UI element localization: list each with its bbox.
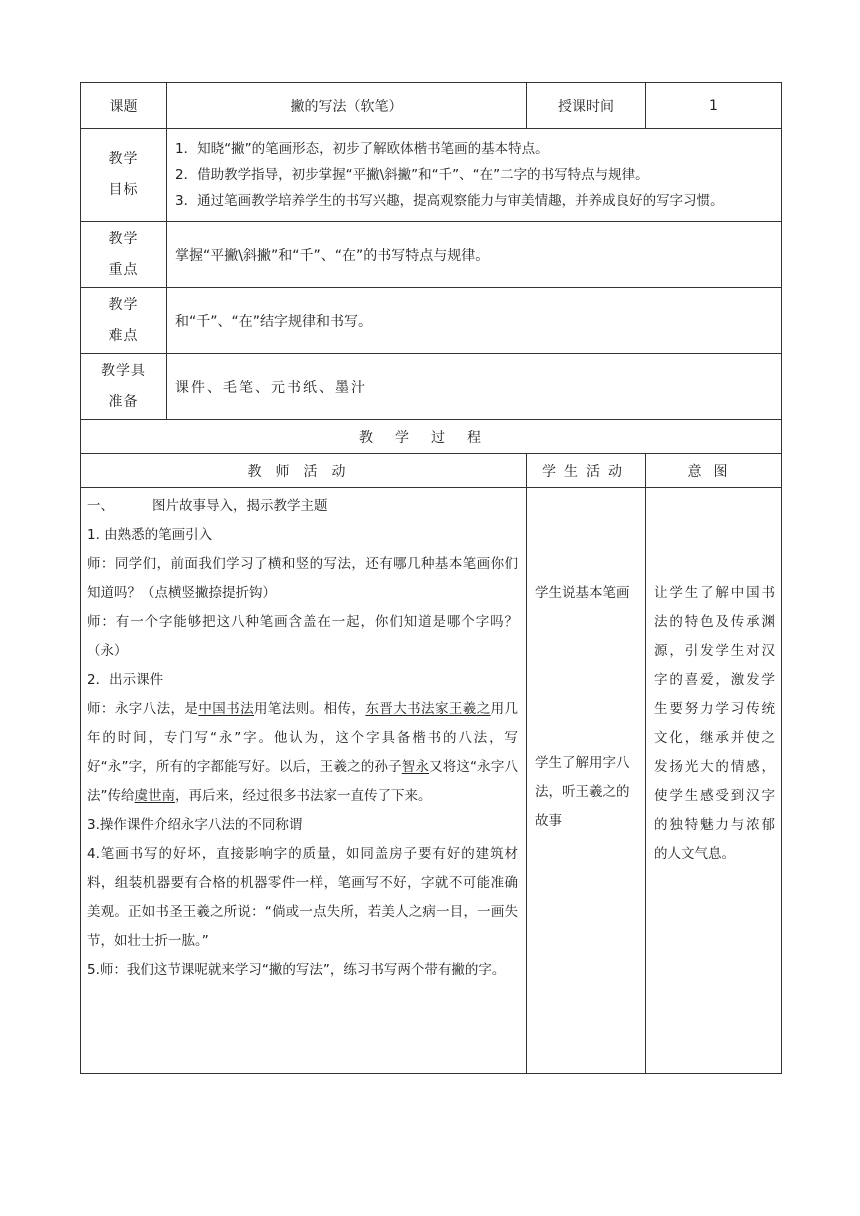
process-header-row: [81, 454, 782, 488]
intent-text: 让学生了解中国书法的特色及传承渊源，引发学生对汉字的喜爱，激发学生要努力学习传统文化，继承并使之发扬光大的情感，使学生感受到汉字的独特魅力与浓郁的人文气息。: [654, 585, 775, 862]
key-points-label: [81, 222, 167, 288]
difficulties-label-line1: 教学: [108, 296, 139, 313]
teacher-p5: 5.师：我们这节课呢就来学习“撇的写法”，练习书写两个带有撇的字。: [87, 962, 506, 978]
time-value: 1: [646, 83, 782, 129]
goals-content: [167, 129, 782, 222]
link-chinese-calligraphy[interactable]: 中国书法: [198, 701, 255, 717]
student-activities: [527, 488, 646, 1074]
section1-num: 一、: [87, 498, 114, 514]
goal-item-2: 2．借助教学指导，初步掌握“平撇\斜撇”和“千”、“在”二字的书写特点与规律。: [175, 167, 649, 183]
p3-text-b: 用笔法则。相传，: [254, 701, 366, 717]
intent-content: [646, 488, 782, 1074]
materials-label-line2: 准备: [108, 393, 139, 410]
materials-label: [81, 354, 167, 420]
teacher-p1: 师：同学们，前面我们学习了横和竖的写法，还有哪几种基本笔画你们知道吗？（点横竖撇捺提折钩）: [87, 556, 518, 601]
difficulties-row: [81, 288, 782, 354]
link-zhiyong[interactable]: 智永: [401, 759, 430, 775]
process-title-row: [81, 420, 782, 454]
teacher-p4: 4.笔画书写的好坏，直接影响字的质量，如同盖房子要有好的建筑材料，组装机器要有合格的机器零件一样，笔画写不好，字就不可能准确美观。正如书圣王羲之所说：“倘或一点失所，若美人之病一目，一画失节，如壮士折一肱。”: [87, 846, 518, 949]
p3-text-e: ，再后来，经过很多书法家一直传了下来。: [175, 788, 432, 804]
goals-label-line1: 教学: [108, 151, 139, 167]
p3-text-d: 又将这“永字八法”传给: [87, 759, 518, 804]
subject-value: 撇的写法（软笔）: [167, 83, 527, 129]
link-wang-xizhi[interactable]: 东晋大书法家王羲之: [365, 701, 491, 717]
col-student-header: 学生活动: [527, 454, 646, 488]
difficulties-text: 和“千”、“在”结字规律和书写。: [167, 288, 782, 354]
process-content-row: [81, 488, 782, 1074]
key-points-label-line2: 重点: [108, 261, 139, 278]
section1-heading: [87, 492, 518, 521]
key-points-label-line1: 教学: [108, 230, 139, 247]
col-teacher-header: 教师活动: [81, 454, 527, 488]
subject-label: 课题: [81, 83, 167, 129]
step1: 1. 由熟悉的笔画引入: [87, 527, 213, 543]
goal-item-1: 1．知晓“撇”的笔画形态，初步了解欧体楷书笔画的基本特点。: [175, 141, 549, 157]
goals-row: [81, 129, 782, 222]
student-activity-2: 学生了解用字八法，听王羲之的故事: [535, 755, 630, 829]
p3-text-a: 师：永字八法，是: [87, 701, 199, 717]
goals-label: [81, 129, 167, 222]
section1-title: 图片故事导入，揭示教学主题: [152, 498, 328, 514]
step3: 3.操作课件介绍永字八法的不同称谓: [87, 817, 303, 833]
teacher-p2: 师：有一个字能够把这八种笔画含盖在一起，你们知道是哪个字吗？（永）: [87, 614, 518, 659]
process-title: 教学过程: [81, 420, 782, 454]
key-points-row: [81, 222, 782, 288]
difficulties-label-line2: 难点: [108, 327, 139, 344]
difficulties-label: [81, 288, 167, 354]
time-label: 授课时间: [527, 83, 646, 129]
step2: 2．出示课件: [87, 672, 164, 688]
goals-label-line2: 目标: [108, 182, 139, 198]
materials-text: 课件、毛笔、元书纸、墨汁: [167, 354, 782, 420]
header-row: [81, 83, 782, 129]
col-intent-header: 意图: [646, 454, 782, 488]
link-yu-shinan[interactable]: 虞世南: [134, 788, 175, 804]
goal-item-3: 3．通过笔画教学培养学生的书写兴趣，提高观察能力与审美情趣，并养成良好的写字习惯。: [175, 193, 724, 209]
key-points-text: 掌握“平撇\斜撇”和“千”、“在”的书写特点与规律。: [167, 222, 782, 288]
materials-label-line1: 教学具: [101, 362, 146, 379]
lesson-plan-table: [80, 82, 782, 1074]
p3-text-c: 用几年的时间，专门写“永”字。他认为，这个字具备楷书的八法，写好“永”字，所有的字都能写好。以后，王羲之的孙子: [87, 701, 519, 775]
teacher-activities: [81, 488, 527, 1074]
materials-row: [81, 354, 782, 420]
student-activity-1: 学生说基本笔画: [535, 585, 630, 601]
teacher-p3: [87, 695, 518, 811]
